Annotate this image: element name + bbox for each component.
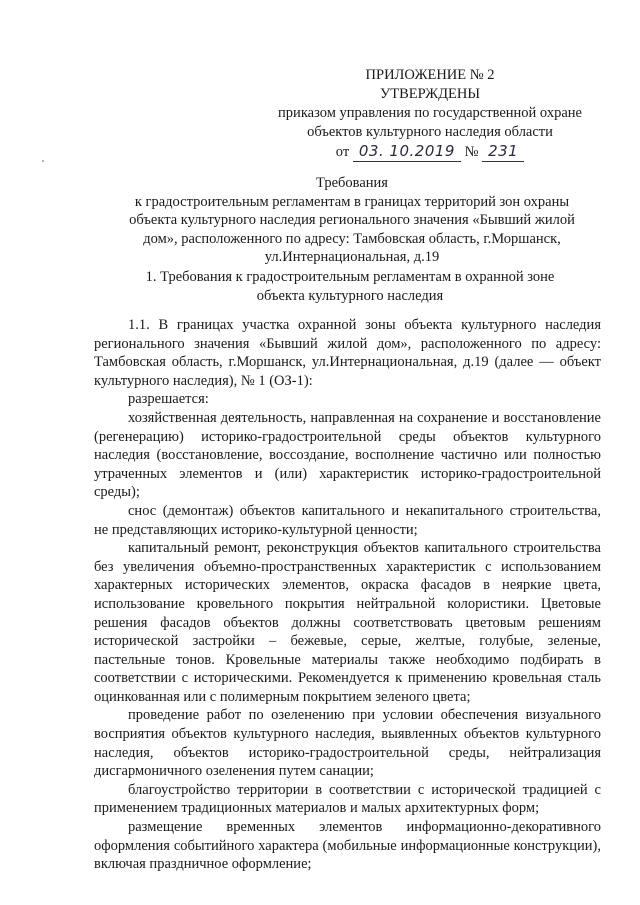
paragraph: снос (демонтаж) объектов капитального и некапитального строительства, не представляющих историко-культурной ценности; xyxy=(94,502,601,538)
document-title xyxy=(92,174,612,267)
handwritten-number: 231 xyxy=(482,142,524,162)
order-line-1: приказом управления по государственной охране xyxy=(278,105,582,121)
section-heading xyxy=(110,268,590,305)
title-line: объекта культурного наследия регионального значения «Бывший жилой xyxy=(129,212,575,228)
paragraph: хозяйственная деятельность, направленная на сохранение и восстановление (регенерацию) историко-градостроительной среды объектов культурного наследия (восстановление, воссоздание, восполнение частично или полностью утраченных элементов и (или) характеристик историко-градостроительной среды); xyxy=(94,409,601,501)
margin-mark xyxy=(42,160,44,162)
body-text xyxy=(94,316,601,874)
paragraph: благоустройство территории в соответствии с исторической традицией с применением традиционных материалов и малых архитектурных форм; xyxy=(94,781,601,817)
paragraph: капитальный ремонт, реконструкция объектов капитального строительства без увеличения объемно-пространственных характеристик с использованием характерных исторических элементов, окраска фасадов в неяркие цвета, использование кровельного покрытия нейтральной колористики. Цветовые решения фасадов объектов должны соответствовать цветовым решениям исторической застройки – бежевые, серые, желтые, голубые, зеленые, пастельные тонов. Кровельные материалы также необходимо подбирать в соответствии с историческими. Рекомендуется к применению кровельная сталь оцинкованная или с полимерным покрытием зеленого цвета; xyxy=(94,540,601,705)
approved-label: УТВЕРЖДЕНЫ xyxy=(379,86,481,102)
title-line: дом», расположенного по адресу: Тамбовская область, г.Моршанск, xyxy=(143,230,561,247)
title-heading: Требования xyxy=(316,175,388,191)
paragraph: размещение временных элементов информационно-декоративного оформления событийного характера (мобильные информационные конструкции), включая праздничное оформление; xyxy=(94,819,601,873)
paragraph: проведение работ по озеленению при условии обеспечения визуального восприятия объектов культурного наследия, выявленных объектов культурного наследия, объектов историко-градостроительной среды, нейтрализация дисгармоничного озеленения путем санации; xyxy=(94,707,601,780)
approval-header xyxy=(250,66,610,162)
paragraph: разрешается: xyxy=(128,391,209,408)
title-line: к градостроительным регламентам в границах территорий зон охраны xyxy=(134,193,570,210)
paragraph: 1.1. В границах участка охранной зоны объекта культурного наследия регионального значения «Бывший жилой дом», расположенного по адресу: Тамбовская область, г.Моршанск, ул.Интернациональная, д.19 (далее — объект культурного наследия), № 1 (ОЗ-1): xyxy=(94,317,601,389)
order-line-2: объектов культурного наследия области xyxy=(307,124,553,140)
title-line: ул.Интернациональная, д.19 xyxy=(264,249,440,265)
date-prefix: от xyxy=(335,144,350,160)
appendix-label: ПРИЛОЖЕНИЕ № 2 xyxy=(365,67,495,83)
date-number-line xyxy=(250,142,610,162)
section-heading-line: объекта культурного наследия xyxy=(256,287,444,304)
handwritten-date: 03. 10.2019 xyxy=(353,142,461,162)
number-prefix: № xyxy=(464,144,479,160)
section-heading-line: 1. Требования к градостроительным регламентам в охранной зоне xyxy=(145,269,555,285)
